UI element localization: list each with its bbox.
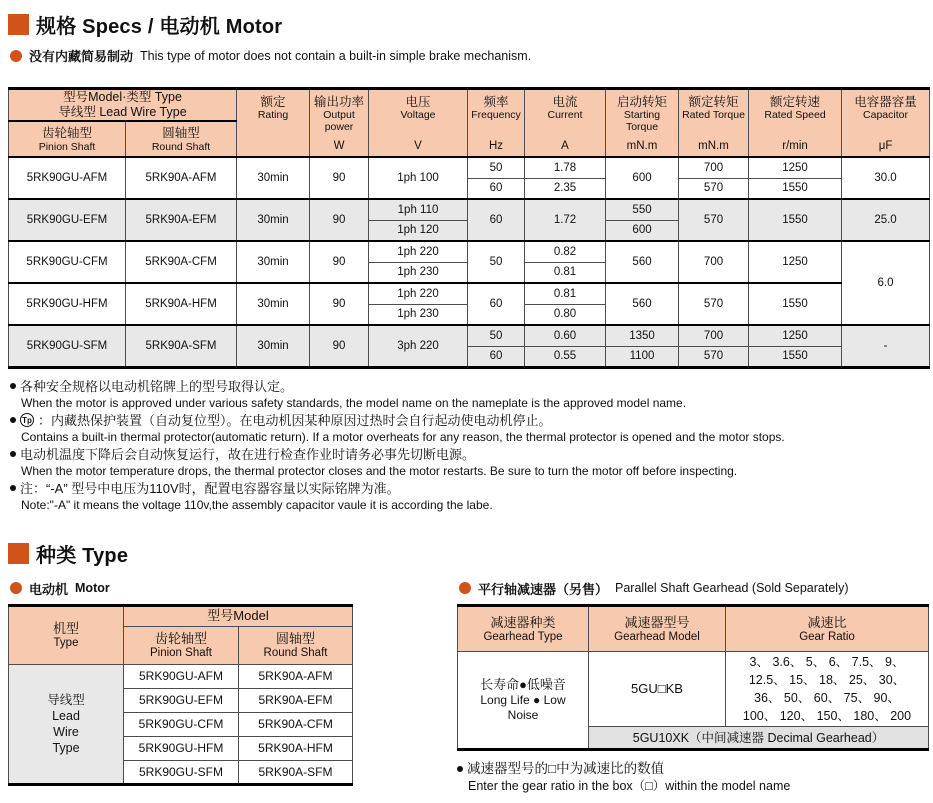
pinion-model: 5RK90GU-HFM: [124, 736, 239, 760]
sfm-torque-50: 700: [679, 325, 749, 346]
cfm-torque: 700: [679, 241, 749, 283]
pinion-model: 5RK90GU-EFM: [124, 688, 239, 712]
efm-current: 1.72: [525, 199, 606, 241]
gearhead-footnote-en: Enter the gear ratio in the box（□）within the model name: [468, 778, 791, 793]
sfm-speed-60: 1550: [749, 346, 842, 367]
efm-capacitor: 25.0: [842, 199, 930, 241]
efm-pinion-model: 5RK90GU-EFM: [9, 199, 126, 241]
cfm-power: 90: [310, 241, 369, 283]
bullet-icon: [457, 766, 463, 772]
lead-wire-type-cell: 导线型 Lead Wire Type: [9, 664, 124, 784]
orange-bullet-icon: [10, 50, 22, 62]
efm-round-model: 5RK90A-EFM: [126, 199, 237, 241]
gearhead-model-cell: 5GU□KB: [589, 651, 726, 726]
footnote-safety: [10, 378, 928, 411]
hfm-rating: 30min: [237, 283, 310, 325]
hfm-current-230: 0.80: [525, 304, 606, 325]
footnote-voltage-a: [10, 480, 928, 513]
motor-type-block: [8, 572, 353, 794]
sfm-starting-torque-60: 1100: [606, 346, 679, 367]
footnote-safety-cn: 各种安全规格以电动机铭牌上的型号取得认定。: [20, 378, 294, 394]
efm-rating: 30min: [237, 199, 310, 241]
bullet-icon: [10, 417, 16, 423]
motor-label-cn: 电动机: [29, 581, 69, 597]
column-header-gearhead-type: 减速器种类 Gearhead Type: [458, 605, 589, 651]
cfm-current-230: 0.81: [525, 262, 606, 283]
thermal-protector-icon: Tp: [20, 413, 34, 427]
column-header-voltage: 电压 Voltage V: [369, 89, 468, 158]
column-header-gearhead-model: 减速器型号 Gearhead Model: [589, 605, 726, 651]
orange-square-icon: [8, 543, 29, 564]
footnote-thermal-cn: ：内藏热保护装置（自动复位型）。在电动机因某种原因过热时会自行起动使电动机停止。: [38, 412, 552, 428]
column-header-pinion-shaft: 齿轮轴型 Pinion Shaft: [9, 121, 126, 157]
sfm-torque-60: 570: [679, 346, 749, 367]
pinion-model: 5RK90GU-AFM: [124, 664, 239, 688]
efm-voltage-120: 1ph 120: [369, 220, 468, 241]
sfm-rating: 30min: [237, 325, 310, 367]
afm-voltage: 1ph 100: [369, 157, 468, 199]
afm-pinion-model: 5RK90GU-AFM: [9, 157, 126, 199]
afm-speed-60: 1550: [749, 178, 842, 199]
afm-torque-60: 570: [679, 178, 749, 199]
column-header-model-type: [9, 89, 237, 122]
sfm-current-50: 0.60: [525, 325, 606, 346]
afm-capacitor: 30.0: [842, 157, 930, 199]
type-title-text: 种类 Type: [36, 544, 129, 567]
bullet-icon: [10, 451, 16, 457]
column-header-current: 电流 Current A: [525, 89, 606, 158]
gearhead-label: [459, 579, 928, 598]
afm-round-model: 5RK90A-AFM: [126, 157, 237, 199]
column-header-model: 型号Model: [124, 605, 353, 626]
hfm-freq: 60: [468, 283, 525, 325]
column-header-rated-speed: 额定转速 Rated Speed r/min: [749, 89, 842, 158]
cfm-voltage-230: 1ph 230: [369, 262, 468, 283]
table-row: [458, 651, 929, 726]
sfm-freq-50: 50: [468, 325, 525, 346]
round-model: 5RK90A-EFM: [239, 688, 353, 712]
gearhead-type-cell: 长寿命●低噪音 Long Life ● Low Noise: [458, 651, 589, 749]
motor-spec-table: [8, 87, 930, 369]
hfm-speed: 1550: [749, 283, 842, 325]
sfm-freq-60: 60: [468, 346, 525, 367]
column-header-starting-torque: 启动转矩 Starting Torque mN.m: [606, 89, 679, 158]
gearhead-label-cn: 平行轴减速器（另售）: [478, 581, 609, 597]
sfm-voltage: 3ph 220: [369, 325, 468, 367]
table-row: [9, 664, 353, 688]
efm-freq: 60: [468, 199, 525, 241]
sfm-starting-torque-50: 1350: [606, 325, 679, 346]
footnote-thermal-en: Contains a built-in thermal protector(automatic return). If a motor overheats for any reason, the thermal protector is opened and the motor stops.: [21, 429, 785, 444]
pinion-model: 5RK90GU-CFM: [124, 712, 239, 736]
orange-square-icon: [8, 14, 29, 35]
column-header-output-power: 输出功率 Output power W: [310, 89, 369, 158]
footnote-restart: [10, 446, 928, 479]
column-header-pinion-shaft: 齿轮轴型 Pinion Shaft: [124, 626, 239, 664]
hfm-power: 90: [310, 283, 369, 325]
afm-freq-50: 50: [468, 157, 525, 178]
round-model: 5RK90A-SFM: [239, 760, 353, 784]
efm-torque: 570: [679, 199, 749, 241]
afm-current-50: 1.78: [525, 157, 606, 178]
gearhead-label-en: Parallel Shaft Gearhead (Sold Separately): [615, 581, 849, 595]
round-model: 5RK90A-AFM: [239, 664, 353, 688]
pinion-model: 5RK90GU-SFM: [124, 760, 239, 784]
efm-starting-torque-120: 600: [606, 220, 679, 241]
column-header-machine-type: 机型 Type: [9, 605, 124, 664]
orange-bullet-icon: [10, 582, 22, 594]
sfm-power: 90: [310, 325, 369, 367]
cfm-voltage-220: 1ph 220: [369, 241, 468, 262]
gear-ratio-cell: 3、 3.6、 5、 6、 7.5、 9、 12.5、 15、 18、 25、 30、 36、 50、 60、 75、 90、 100、 120、 150、 180、 200: [726, 651, 929, 726]
cfm-rating: 30min: [237, 241, 310, 283]
sfm-speed-50: 1250: [749, 325, 842, 346]
model-type-line1: 型号Model·类型 Type: [63, 90, 182, 104]
column-header-round-shaft: 圆轴型 Round Shaft: [239, 626, 353, 664]
column-header-gear-ratio: 减速比 Gear Ratio: [726, 605, 929, 651]
efm-voltage-110: 1ph 110: [369, 199, 468, 220]
spec-row-afm: [9, 157, 930, 178]
gearhead-block: [457, 572, 928, 794]
type-section-title: [8, 539, 928, 568]
cfm-round-model: 5RK90A-CFM: [126, 241, 237, 283]
sfm-capacitor: -: [842, 325, 930, 367]
afm-rating: 30min: [237, 157, 310, 199]
spec-row-hfm: [9, 283, 930, 304]
footnote-voltage-a-cn: 注：“-A” 型号中电压为110V时，配置电容器容量以实际铭牌为准。: [20, 480, 400, 496]
footnote-restart-cn: 电动机温度下降后会自动恢复运行，故在进行检查作业时请务必事先切断电源。: [20, 446, 476, 462]
spec-footnotes: [10, 378, 928, 513]
cfm-speed: 1250: [749, 241, 842, 283]
efm-speed: 1550: [749, 199, 842, 241]
sfm-round-model: 5RK90A-SFM: [126, 325, 237, 367]
afm-current-60: 2.35: [525, 178, 606, 199]
gearhead-footnote-cn: 减速器型号的□中为减速比的数值: [467, 760, 665, 776]
cfm-freq: 50: [468, 241, 525, 283]
motor-label: [10, 579, 353, 598]
footnote-thermal-protector: [10, 412, 928, 445]
hfm-voltage-220: 1ph 220: [369, 283, 468, 304]
no-brake-note-cn: 没有内藏简易制动: [29, 49, 134, 64]
hfm-starting-torque: 560: [606, 283, 679, 325]
gearhead-footnote: [457, 760, 928, 794]
efm-power: 90: [310, 199, 369, 241]
column-header-rating: 额定 Rating: [237, 89, 310, 158]
hfm-pinion-model: 5RK90GU-HFM: [9, 283, 126, 325]
sfm-pinion-model: 5RK90GU-SFM: [9, 325, 126, 367]
round-model: 5RK90A-HFM: [239, 736, 353, 760]
gearhead-table: [457, 604, 929, 751]
footnote-safety-en: When the motor is approved under various safety standards, the model name on the nameplate is the approved model name.: [21, 395, 687, 410]
afm-starting-torque: 600: [606, 157, 679, 199]
cfm-current-220: 0.82: [525, 241, 606, 262]
cfm-starting-torque: 560: [606, 241, 679, 283]
afm-power: 90: [310, 157, 369, 199]
spec-row-cfm: [9, 241, 930, 262]
footnote-voltage-a-en: Note:"-A" it means the voltage 110v,the assembly capacitor vaule it is according the labe.: [21, 497, 493, 512]
orange-bullet-icon: [459, 582, 471, 594]
footnote-restart-en: When the motor temperature drops, the thermal protector closes and the motor restarts. Be sure to turn the motor off before inspecting.: [21, 463, 738, 478]
specs-title-text: 规格 Specs / 电动机 Motor: [36, 16, 283, 38]
no-brake-note: [10, 46, 928, 65]
model-type-line2: 导线型 Lead Wire Type: [58, 105, 187, 119]
no-brake-note-en: This type of motor does not contain a built-in simple brake mechanism.: [140, 48, 532, 63]
afm-torque-50: 700: [679, 157, 749, 178]
cfm-pinion-model: 5RK90GU-CFM: [9, 241, 126, 283]
bullet-icon: [10, 485, 16, 491]
decimal-gearhead-cell: 5GU10XK（中间减速器 Decimal Gearhead）: [589, 726, 929, 749]
cfm-hfm-capacitor: 6.0: [842, 241, 930, 325]
specs-section-title: [8, 10, 928, 39]
hfm-voltage-230: 1ph 230: [369, 304, 468, 325]
round-model: 5RK90A-CFM: [239, 712, 353, 736]
spec-row-sfm: [9, 325, 930, 346]
spec-row-efm: [9, 199, 930, 220]
column-header-capacitor: 电容器容量 Capacitor μF: [842, 89, 930, 158]
afm-freq-60: 60: [468, 178, 525, 199]
bullet-icon: [10, 383, 16, 389]
efm-starting-torque-110: 550: [606, 199, 679, 220]
hfm-round-model: 5RK90A-HFM: [126, 283, 237, 325]
column-header-round-shaft: 圆轴型 Round Shaft: [126, 121, 237, 157]
column-header-frequency: 频率 Frequency Hz: [468, 89, 525, 158]
motor-label-en: Motor: [75, 581, 110, 595]
hfm-current-220: 0.81: [525, 283, 606, 304]
column-header-rated-torque: 额定转矩 Rated Torque mN.m: [679, 89, 749, 158]
motor-type-table: [8, 604, 353, 786]
sfm-current-60: 0.55: [525, 346, 606, 367]
hfm-torque: 570: [679, 283, 749, 325]
type-section: [8, 539, 928, 794]
afm-speed-50: 1250: [749, 157, 842, 178]
